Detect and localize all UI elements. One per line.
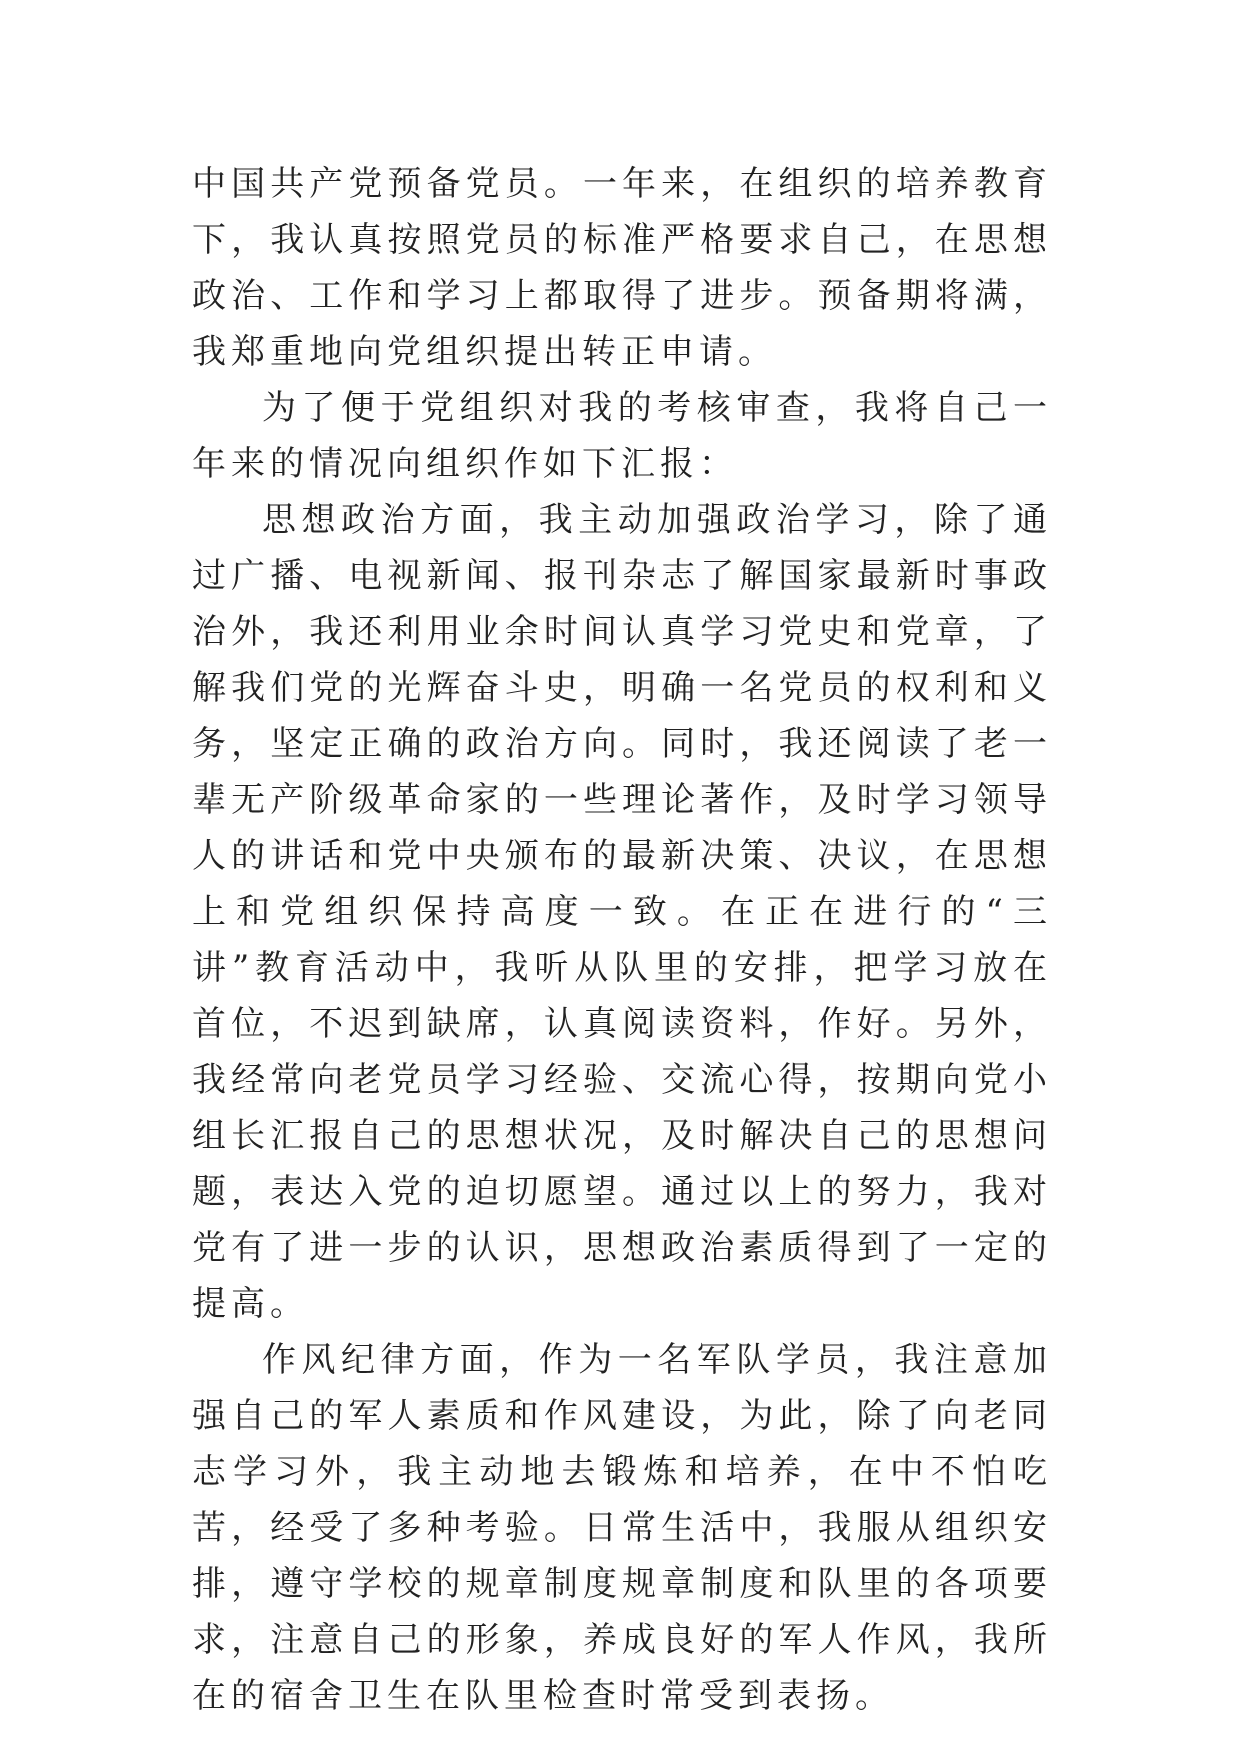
paragraph-3: 思想政治方面，我主动加强政治学习，除了通过广播、电视新闻、报刊杂志了解国家最新时事政治外，我还利用业余时间认真学习党史和党章，了解我们党的光辉奋斗史，明确一名党员的权利和义务，坚定正确的政治方向。同时，我还阅读了老一辈无产阶级革命家的一些理论著作，及时学习领导人的讲话和党中央颁布的最新决策、决议，在思想上和党组织保持高度一致。在正在进行的“三讲”教育活动中，我听从队里的安排，把学习放在首位，不迟到缺席，认真阅读资料，作好。另外，我经常向老党员学习经验、交流心得，按期向党小组长汇报自己的思想状况，及时解决自己的思想问题，表达入党的迫切愿望。通过以上的努力，我对党有了进一步的认识，思想政治素质得到了一定的提高。: [192, 500, 1052, 1324]
paragraph-4: 作风纪律方面，作为一名军队学员，我注意加强自己的军人素质和作风建设，为此，除了向老同志学习外，我主动地去锻炼和培养，在中不怕吃苦，经受了多种考验。日常生活中，我服从组织安排，遵守学校的规章制度规章制度和队里的各项要求，注意自己的形象，养成良好的军人作风，我所在的宿舍卫生在队里检查时常受到表扬。: [192, 1340, 1052, 1716]
paragraph-1: 中国共产党预备党员。一年来，在组织的培养教育下，我认真按照党员的标准严格要求自己，在思想政治、工作和学习上都取得了进步。预备期将满，我郑重地向党组织提出转正申请。: [192, 164, 1052, 372]
paragraph-2: 为了便于党组织对我的考核审查，我将自己一年来的情况向组织作如下汇报：: [192, 388, 1052, 484]
document-body: [192, 156, 1052, 1724]
